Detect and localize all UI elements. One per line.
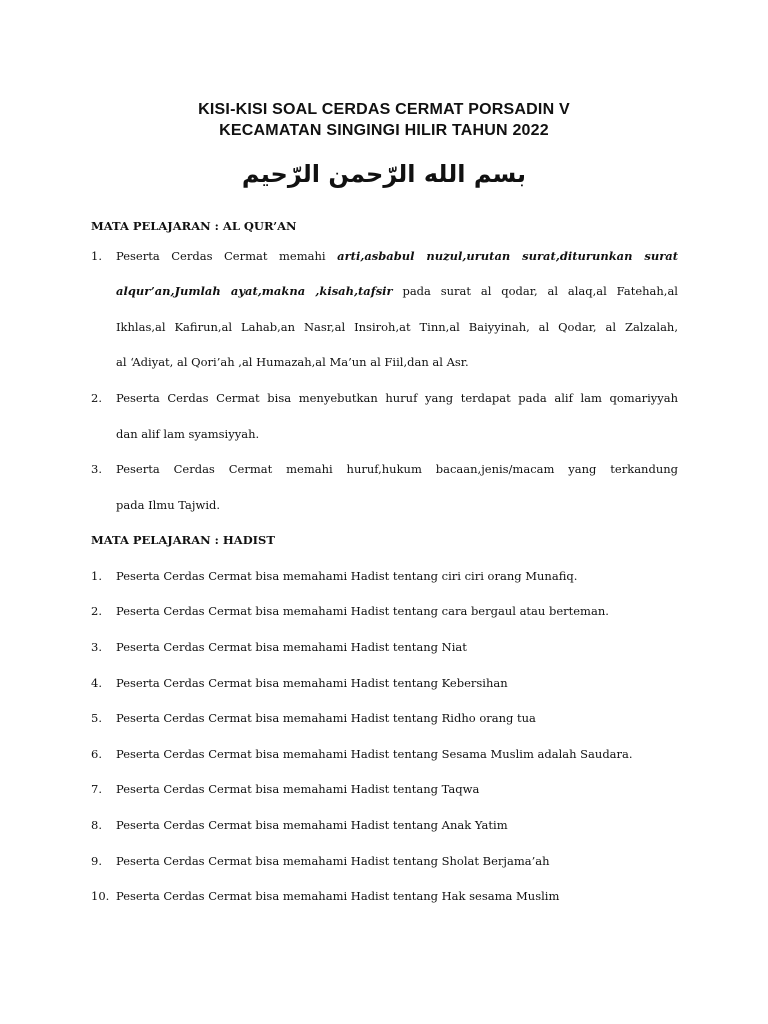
document-title-line-1: KISI-KISI SOAL CERDAS CERMAT PORSADIN V — [198, 101, 570, 118]
item-line: al ‘Adiyat, al Qori’ah ,al Humazah,al Ma’un al Fiil,dan al Asr. — [116, 355, 469, 369]
item-number: 9. — [91, 854, 102, 868]
item-text: Peserta Cerdas Cermat bisa memahami Hadist tentang ciri ciri orang Munafiq. — [116, 569, 578, 583]
item-text: Peserta Cerdas Cermat bisa memahami Hadist tentang Taqwa — [116, 782, 480, 796]
item-line: Peserta Cerdas Cermat memahi huruf,hukum bacaan,jenis/macam yang terkandung — [116, 462, 678, 476]
item-text: Peserta Cerdas Cermat bisa memahami Hadist tentang Hak sesama Muslim — [116, 889, 560, 903]
document-title-line-2: KECAMATAN SINGINGI HILIR TAHUN 2022 — [219, 122, 549, 139]
item-line: Peserta Cerdas Cermat bisa menyebutkan huruf yang terdapat pada alif lam qomariyyah — [116, 391, 678, 405]
item-text: Peserta Cerdas Cermat bisa memahami Hadist tentang Sholat Berjama’ah — [116, 854, 550, 868]
basmala-text: بسم الله الرّحمن الرّحيم — [241, 160, 527, 188]
item-text: Peserta Cerdas Cermat bisa memahami Hadist tentang cara bergaul atau berteman. — [116, 604, 609, 618]
section-heading-alquran: MATA PELAJARAN : AL QUR’AN — [91, 219, 297, 233]
item-line — [116, 249, 678, 263]
item-text: pada surat al qodar, al alaq,al Fatehah,al — [392, 284, 678, 298]
item-number: 8. — [91, 818, 102, 832]
item-text: Peserta Cerdas Cermat bisa memahami Hadist tentang Ridho orang tua — [116, 711, 536, 725]
item-emphasis: alqur’an,Jumlah ayat,makna ,kisah,tafsir — [116, 284, 393, 298]
item-number: 3. — [91, 640, 102, 654]
item-number: 3. — [91, 462, 102, 476]
item-number: 2. — [91, 604, 102, 618]
item-text: Peserta Cerdas Cermat bisa memahami Hadist tentang Sesama Muslim adalah Saudara. — [116, 747, 633, 761]
item-text: Peserta Cerdas Cermat bisa memahami Hadist tentang Kebersihan — [116, 676, 508, 690]
item-line — [116, 284, 678, 298]
item-line: Ikhlas,al Kafirun,al Lahab,an Nasr,al Insiroh,at Tinn,al Baiyyinah, al Qodar, al Zalzalah, — [116, 320, 678, 334]
item-number: 1. — [91, 569, 102, 583]
item-line: dan alif lam syamsiyyah. — [116, 427, 260, 441]
item-number: 2. — [91, 391, 102, 405]
item-text: Peserta Cerdas Cermat bisa memahami Hadist tentang Anak Yatim — [116, 818, 508, 832]
item-text: Peserta Cerdas Cermat bisa memahami Hadist tentang Niat — [116, 640, 467, 654]
item-number: 6. — [91, 747, 102, 761]
item-number: 4. — [91, 676, 102, 690]
item-line: pada Ilmu Tajwid. — [116, 498, 221, 512]
item-number: 1. — [91, 249, 102, 263]
item-number: 10. — [91, 889, 110, 903]
item-emphasis: arti,asbabul nuzul,urutan surat,diturunkan surat — [337, 249, 679, 263]
item-number: 5. — [91, 711, 102, 725]
section-heading-hadist: MATA PELAJARAN : HADIST — [91, 533, 275, 547]
item-number: 7. — [91, 782, 102, 796]
item-text: Peserta Cerdas Cermat memahi — [116, 249, 338, 263]
